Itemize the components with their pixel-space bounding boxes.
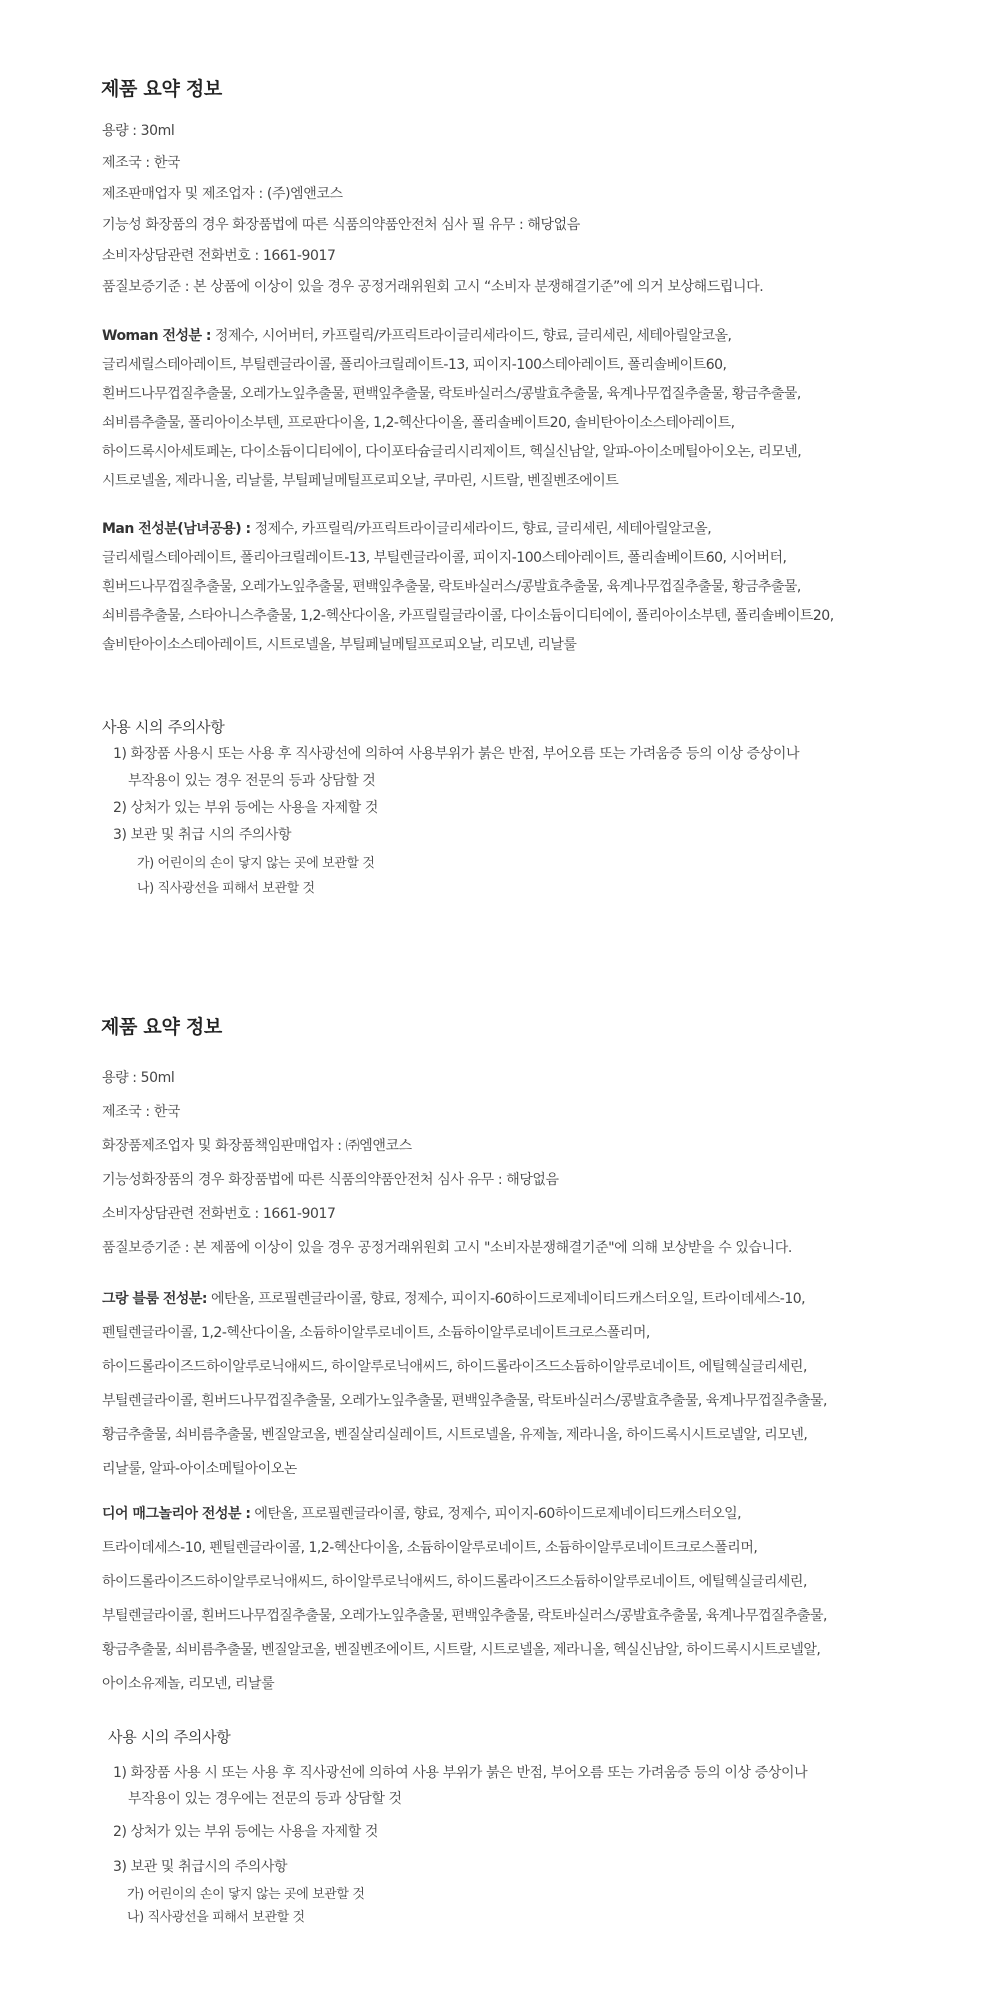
- info-phone: 소비자상담관련 전화번호 : 1661-9017: [102, 1206, 336, 1222]
- grang-bloom-ingredients-line-5: 황금추출물, 쇠비름추출물, 벤질알코올, 벤질살리실레이트, 시트로넬올, 유제놀, 제라니올, 하이드록시시트로넬알, 리모넨,: [102, 1427, 808, 1443]
- caution-sub-item-b: 나) 직사광선을 피해서 보관할 것: [127, 1910, 305, 1925]
- grang-bloom-ingredients-line-2: 펜틸렌글라이콜, 1,2-헥산다이올, 소듐하이알루로네이트, 소듐하이알루로네이트크로스폴리머,: [102, 1325, 650, 1341]
- info-functional-review: 기능성 화장품의 경우 화장품법에 따른 식품의약품안전처 심사 필 유무 : 해당없음: [102, 217, 580, 233]
- dear-magnolia-ingredients-label: 디어 매그놀리아 전성분 :: [102, 1506, 251, 1522]
- info-country: 제조국 : 한국: [102, 155, 181, 171]
- caution-sub-item-b: 나) 직사광선을 피해서 보관할 것: [137, 881, 315, 896]
- dear-magnolia-ingredients-line-3: 하이드롤라이즈드하이알루로닉애씨드, 하이알루로닉애씨드, 하이드롤라이즈드소듐하이알루로네이트, 에틸헥실글리세린,: [102, 1574, 807, 1590]
- section-title: 제품 요약 정보: [101, 1016, 222, 1038]
- woman-ingredients-line-3: 흰버드나무껍질추출물, 오레가노잎추출물, 편백잎추출물, 락토바실러스/콩발효추출물, 육계나무껍질추출물, 황금추출물,: [102, 386, 801, 402]
- man-ingredients-line-5: 솔비탄아이소스테아레이트, 시트로넬올, 부틸페닐메틸프로피오날, 리모넨, 리날룰: [102, 637, 577, 653]
- woman-ingredients-line-4: 쇠비름추출물, 폴리아이소부텐, 프로판다이올, 1,2-헥산다이올, 폴리솔베이트20, 솔비탄아이소스테아레이트,: [102, 415, 735, 431]
- woman-ingredients-label: Woman 전성분 :: [102, 328, 211, 344]
- grang-bloom-ingredients-text: 에탄올, 프로필렌글라이콜, 향료, 정제수, 피이지-60하이드로제네이티드캐스터오일, 트라이데세스-10,: [207, 1291, 806, 1307]
- man-ingredients-line-3: 흰버드나무껍질추출물, 오레가노잎추출물, 편백잎추출물, 락토바실러스/콩발효추출물, 육계나무껍질추출물, 황금추출물,: [102, 579, 801, 595]
- info-country: 제조국 : 한국: [102, 1104, 181, 1120]
- caution-title: 사용 시의 주의사항: [108, 1728, 231, 1746]
- caution-item-2: 2) 상처가 있는 부위 등에는 사용을 자제할 것: [113, 800, 379, 816]
- woman-ingredients-line-5: 하이드록시아세토페논, 다이소듐이디티에이, 다이포타슘글리시리제이트, 헥실신남알, 알파-아이소메틸아이오논, 리모넨,: [102, 444, 802, 460]
- info-volume: 용량 : 50ml: [102, 1070, 175, 1086]
- info-functional-review: 기능성화장품의 경우 화장품법에 따른 식품의약품안전처 심사 유무 : 해당없음: [102, 1172, 559, 1188]
- woman-ingredients-text: 정제수, 시어버터, 카프릴릭/카프릭트라이글리세라이드, 향료, 글리세린, 세테아릴알코올,: [210, 328, 732, 344]
- caution-sub-item-a: 가) 어린이의 손이 닿지 않는 곳에 보관할 것: [127, 1887, 365, 1902]
- product-summary-section-30ml: [0, 0, 1000, 940]
- man-ingredients-line-2: 글리세릴스테아레이트, 폴리아크릴레이트-13, 부틸렌글라이콜, 피이지-100스테아레이트, 폴리솔베이트60, 시어버터,: [102, 550, 787, 566]
- info-quality-guarantee: 품질보증기준 : 본 상품에 이상이 있을 경우 공정거래위원회 고시 “소비자 분쟁해결기준”에 의거 보상해드립니다.: [102, 279, 764, 295]
- man-ingredients-text: 정제수, 카프릴릭/카프릭트라이글리세라이드, 향료, 글리세린, 세테아릴알코올,: [250, 521, 712, 537]
- info-manufacturer: 제조판매업자 및 제조업자 : (주)엠앤코스: [102, 186, 343, 202]
- dear-magnolia-ingredients-line-5: 황금추출물, 쇠비름추출물, 벤질알코올, 벤질벤조에이트, 시트랄, 시트로넬올, 제라니올, 헥실신남알, 하이드록시시트로넬알,: [102, 1642, 821, 1658]
- info-quality-guarantee: 품질보증기준 : 본 제품에 이상이 있을 경우 공정거래위원회 고시 "소비자분쟁해결기준"에 의해 보상받을 수 있습니다.: [102, 1240, 792, 1256]
- info-phone: 소비자상담관련 전화번호 : 1661-9017: [102, 248, 336, 264]
- caution-item-3: 3) 보관 및 취급시의 주의사항: [113, 1859, 288, 1875]
- dear-magnolia-ingredients-line-1: [102, 1503, 741, 1523]
- woman-ingredients-line-1: [102, 325, 731, 345]
- dear-magnolia-ingredients-line-2: 트라이데세스-10, 펜틸렌글라이콜, 1,2-헥산다이올, 소듐하이알루로네이트, 소듐하이알루로네이트크로스폴리머,: [102, 1540, 758, 1556]
- man-ingredients-line-1: [102, 518, 711, 538]
- caution-item-2: 2) 상처가 있는 부위 등에는 사용을 자제할 것: [113, 1824, 379, 1840]
- caution-item-1: 1) 화장품 사용 시 또는 사용 후 직사광선에 의하여 사용 부위가 붉은 반점, 부어오름 또는 가려움증 등의 이상 증상이나: [113, 1765, 808, 1781]
- woman-ingredients-line-2: 글리세릴스테아레이트, 부틸렌글라이콜, 폴리아크릴레이트-13, 피이지-100스테아레이트, 폴리솔베이트60,: [102, 357, 727, 373]
- section-title: 제품 요약 정보: [101, 78, 222, 100]
- caution-item-3: 3) 보관 및 취급 시의 주의사항: [113, 827, 292, 843]
- caution-title: 사용 시의 주의사항: [102, 718, 225, 736]
- info-volume: 용량 : 30ml: [102, 123, 175, 139]
- dear-magnolia-ingredients-line-4: 부틸렌글라이콜, 흰버드나무껍질추출물, 오레가노잎추출물, 편백잎추출물, 락토바실러스/콩발효추출물, 육계나무껍질추출물,: [102, 1608, 827, 1624]
- grang-bloom-ingredients-label: 그랑 블룸 전성분:: [102, 1291, 208, 1307]
- grang-bloom-ingredients-line-6: 리날룰, 알파-아이소메틸아이오논: [102, 1461, 297, 1477]
- dear-magnolia-ingredients-line-6: 아이소유제놀, 리모넨, 리날룰: [102, 1676, 275, 1692]
- grang-bloom-ingredients-line-3: 하이드롤라이즈드하이알루로닉애씨드, 하이알루로닉애씨드, 하이드롤라이즈드소듐하이알루로네이트, 에틸헥실글리세린,: [102, 1359, 807, 1375]
- caution-sub-item-a: 가) 어린이의 손이 닿지 않는 곳에 보관할 것: [137, 856, 375, 871]
- info-manufacturer: 화장품제조업자 및 화장품책임판매업자 : ㈜엠앤코스: [102, 1138, 412, 1154]
- dear-magnolia-ingredients-text: 에탄올, 프로필렌글라이콜, 향료, 정제수, 피이지-60하이드로제네이티드캐스터오일,: [250, 1506, 742, 1522]
- caution-item-1-cont: 부작용이 있는 경우 전문의 등과 상담할 것: [128, 773, 376, 789]
- man-ingredients-label: Man 전성분(남녀공용) :: [102, 521, 251, 537]
- caution-item-1-cont: 부작용이 있는 경우에는 전문의 등과 상담할 것: [128, 1791, 402, 1807]
- man-ingredients-line-4: 쇠비름추출물, 스타아니스추출물, 1,2-헥산다이올, 카프릴릴글라이콜, 다이소듐이디티에이, 폴리아이소부텐, 폴리솔베이트20,: [102, 608, 834, 624]
- caution-item-1: 1) 화장품 사용시 또는 사용 후 직사광선에 의하여 사용부위가 붉은 반점, 부어오름 또는 가려움증 등의 이상 증상이나: [113, 746, 800, 762]
- grang-bloom-ingredients-line-1: [102, 1288, 805, 1308]
- grang-bloom-ingredients-line-4: 부틸렌글라이콜, 흰버드나무껍질추출물, 오레가노잎추출물, 편백잎추출물, 락토바실러스/콩발효추출물, 육계나무껍질추출물,: [102, 1393, 827, 1409]
- woman-ingredients-line-6: 시트로넬올, 제라니올, 리날룰, 부틸페닐메틸프로피오날, 쿠마린, 시트랄, 벤질벤조에이트: [102, 473, 619, 489]
